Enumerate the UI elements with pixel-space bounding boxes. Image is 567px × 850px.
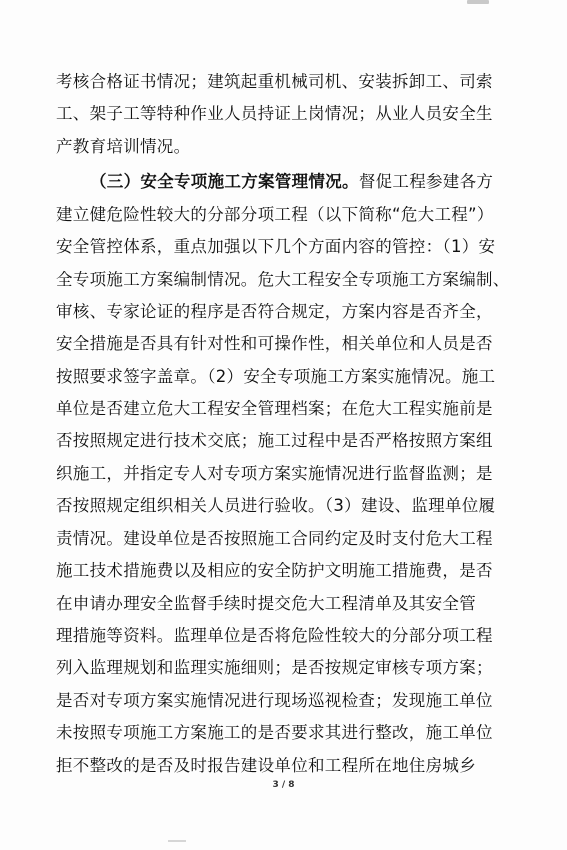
text-line: 织施工，并指定专人对专项方案实施情况进行监督监测；是 xyxy=(56,464,493,483)
scan-artifact xyxy=(467,0,489,4)
text-line: 施工技术措施费以及相应的安全防护文明施工措施费，是否 xyxy=(56,561,493,580)
text-line: 否按照规定进行技术交底；施工过程中是否严格按照方案组 xyxy=(56,431,493,450)
text-line: 考核合格证书情况；建筑起重机械司机、安装拆卸工、司索 xyxy=(56,72,493,91)
text-line: 否按照规定组织相关人员进行验收。（3）建设、监理单位履 xyxy=(56,496,496,515)
text-line: 全专项施工方案编制情况。危大工程安全专项施工方案编制、 xyxy=(56,270,510,289)
text-line: 未按照专项施工方案施工的是否要求其进行整改，施工单位 xyxy=(56,723,493,742)
text-line: 理措施等资料。监理单位是否将危险性较大的分部分项工程 xyxy=(56,626,493,645)
text-line: 列入监理规划和监理实施细则；是否按规定审核专项方案； xyxy=(56,658,493,677)
text-line: 安全措施是否具有针对性和可操作性，相关单位和人员是否 xyxy=(56,334,493,353)
text-line: 是否对专项方案实施情况进行现场巡视检查；发现施工单位 xyxy=(56,691,493,710)
scan-artifact xyxy=(168,840,186,842)
text-line: 单位是否建立危大工程安全管理档案；在危大工程实施前是 xyxy=(56,399,493,418)
text-line: 在申请办理安全监督手续时提交危大工程清单及其安全管 xyxy=(56,594,476,613)
text-line: 安全管控体系，重点加强以下几个方面内容的管控：（1）安 xyxy=(56,237,496,256)
text-line: 产教育培训情况。 xyxy=(56,137,191,156)
text-line: 按照要求签字盖章。（2）安全专项施工方案实施情况。施工 xyxy=(56,367,496,386)
text-line: 建立健危险性较大的分部分项工程（以下简称“危大工程”） xyxy=(56,205,494,224)
section-first-line xyxy=(90,172,493,192)
text-line: 审核、专家论证的程序是否符合规定，方案内容是否齐全， xyxy=(56,302,493,321)
text-line: 拒不整改的是否及时报告建设单位和工程所在地住房城乡 xyxy=(56,756,476,775)
page-number: 3 / 8 xyxy=(272,780,295,790)
text-line: 责情况。建设单位是否按照施工合同约定及时支付危大工程 xyxy=(56,529,493,548)
section-first-line-text: 督促工程参建各方 xyxy=(358,172,494,191)
text-line: 工、架子工等特种作业人员持证上岗情况；从业人员安全生 xyxy=(56,104,493,123)
section-heading: （三）安全专项施工方案管理情况。 xyxy=(90,172,359,191)
